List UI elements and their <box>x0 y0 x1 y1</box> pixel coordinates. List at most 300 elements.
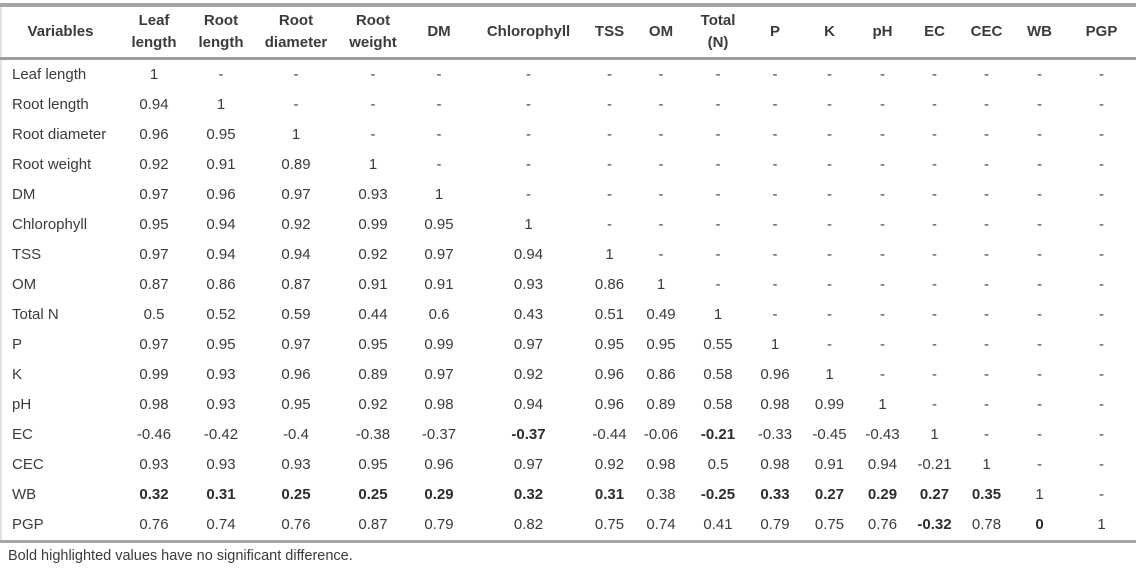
correlation-value: 0.91 <box>358 276 388 293</box>
table-row <box>1 270 1136 300</box>
correlation-value: -0.43 <box>865 426 900 443</box>
column-header-variables: Variables <box>1 5 119 59</box>
correlation-value: 0 <box>1035 516 1044 533</box>
correlation-value: -0.37 <box>421 426 457 443</box>
correlation-value: 0.97 <box>139 186 169 203</box>
correlation-value: - <box>370 126 376 143</box>
correlation-value: 0.95 <box>358 336 388 353</box>
correlation-value: - <box>984 306 989 323</box>
correlation-value: - <box>827 336 832 353</box>
correlation-value: - <box>658 186 664 203</box>
correlation-value: - <box>370 66 376 83</box>
correlation-value: - <box>293 96 299 113</box>
correlation-value: - <box>880 66 885 83</box>
correlation-value: - <box>984 276 989 293</box>
correlation-value: - <box>932 156 937 173</box>
correlation-value: - <box>984 336 989 353</box>
correlation-value: 0.75 <box>594 516 625 533</box>
correlation-value: -0.33 <box>757 426 793 443</box>
correlation-value: 0.94 <box>513 246 544 263</box>
correlation-value: - <box>984 156 989 173</box>
correlation-value: 0.98 <box>760 396 790 413</box>
column-header: Chlorophyll <box>471 5 586 59</box>
correlation-value: 0.94 <box>206 216 236 233</box>
correlation-value: 0.96 <box>139 126 169 143</box>
column-header: WB <box>1013 5 1066 59</box>
row-label: TSS <box>12 246 42 263</box>
correlation-value: - <box>1099 486 1104 503</box>
correlation-value: 1 <box>1097 516 1106 533</box>
column-header: TSS <box>586 5 633 59</box>
correlation-value: 0.76 <box>281 516 311 533</box>
correlation-value: - <box>827 156 832 173</box>
correlation-value: 1 <box>434 186 444 203</box>
correlation-value: 0.89 <box>358 366 388 383</box>
correlation-value: - <box>526 96 531 113</box>
correlation-value: 0.87 <box>139 276 169 293</box>
table-row <box>1 210 1136 240</box>
row-label: EC <box>12 426 33 443</box>
correlation-value: 0.92 <box>358 396 388 413</box>
correlation-value: -0.21 <box>917 456 952 473</box>
correlation-value: - <box>772 246 778 263</box>
correlation-value: - <box>932 126 937 143</box>
correlation-value: 0.79 <box>760 516 790 533</box>
correlation-value: - <box>984 396 989 413</box>
correlation-value: 0.96 <box>281 366 311 383</box>
correlation-value: - <box>1037 456 1042 473</box>
correlation-value: - <box>932 366 937 383</box>
correlation-value: - <box>1099 306 1104 323</box>
correlation-table <box>0 3 1136 543</box>
correlation-value: - <box>932 216 937 233</box>
correlation-value: - <box>1099 456 1104 473</box>
correlation-value: 0.41 <box>703 516 733 533</box>
correlation-value: - <box>1037 156 1042 173</box>
correlation-value: 0.97 <box>513 456 544 473</box>
correlation-value: -0.32 <box>917 516 952 533</box>
correlation-value: - <box>880 216 885 233</box>
table-row <box>1 510 1136 542</box>
column-header: K <box>803 5 856 59</box>
correlation-value: - <box>827 126 832 143</box>
correlation-value: 0.97 <box>139 336 169 353</box>
correlation-value: 0.86 <box>206 276 236 293</box>
correlation-value: 0.94 <box>867 456 898 473</box>
column-header: Total (N) <box>689 5 747 59</box>
correlation-value: 0.94 <box>513 396 544 413</box>
table-row <box>1 90 1136 120</box>
correlation-value: - <box>772 306 778 323</box>
correlation-value: 1 <box>713 306 723 323</box>
row-label: pH <box>12 396 32 413</box>
correlation-value: - <box>436 126 442 143</box>
correlation-value: 0.31 <box>206 486 236 503</box>
correlation-value: 0.43 <box>513 306 544 323</box>
correlation-value: - <box>880 276 885 293</box>
correlation-value: 0.93 <box>206 366 236 383</box>
correlation-value: 0.32 <box>139 486 169 503</box>
correlation-value: - <box>526 66 531 83</box>
correlation-value: - <box>984 426 989 443</box>
correlation-value: -0.21 <box>700 426 736 443</box>
correlation-value: 0.6 <box>428 306 450 323</box>
correlation-value: - <box>1037 426 1042 443</box>
correlation-value: - <box>984 246 989 263</box>
correlation-value: 0.93 <box>358 186 388 203</box>
correlation-value: - <box>932 186 937 203</box>
correlation-value: 0.97 <box>513 336 544 353</box>
correlation-value: 0.91 <box>424 276 454 293</box>
correlation-value: - <box>715 156 721 173</box>
correlation-value: 0.97 <box>139 246 169 263</box>
correlation-value: 1 <box>291 126 301 143</box>
correlation-value: - <box>526 156 531 173</box>
correlation-value: 0.92 <box>358 246 388 263</box>
correlation-value: - <box>658 246 664 263</box>
correlation-value: - <box>715 66 721 83</box>
correlation-value: - <box>772 276 778 293</box>
correlation-value: - <box>715 246 721 263</box>
correlation-value: - <box>218 66 224 83</box>
correlation-value: - <box>984 96 989 113</box>
correlation-value: - <box>1099 336 1104 353</box>
row-label: CEC <box>12 456 44 473</box>
correlation-value: 0.92 <box>594 456 625 473</box>
correlation-value: 0.33 <box>760 486 790 503</box>
correlation-value: - <box>658 126 664 143</box>
correlation-value: - <box>1099 126 1104 143</box>
correlation-value: -0.4 <box>283 426 309 443</box>
correlation-value: - <box>932 396 937 413</box>
header-row <box>1 5 1136 59</box>
correlation-value: 0.89 <box>281 156 311 173</box>
correlation-value: - <box>1099 156 1104 173</box>
correlation-value: 0.97 <box>281 186 311 203</box>
correlation-value: - <box>1037 246 1042 263</box>
correlation-value: - <box>880 156 885 173</box>
row-label: OM <box>12 276 37 293</box>
correlation-value: - <box>1037 366 1042 383</box>
correlation-value: - <box>436 66 442 83</box>
correlation-value: - <box>658 156 664 173</box>
column-header: OM <box>633 5 689 59</box>
correlation-value: 0.93 <box>206 396 236 413</box>
correlation-value: 1 <box>216 96 226 113</box>
correlation-value: - <box>1037 336 1042 353</box>
correlation-value: 0.94 <box>206 246 236 263</box>
correlation-value: - <box>1037 216 1042 233</box>
correlation-value: - <box>607 66 612 83</box>
table-row <box>1 420 1136 450</box>
correlation-value: 0.97 <box>424 366 454 383</box>
correlation-value: - <box>827 216 832 233</box>
correlation-value: 0.94 <box>139 96 169 113</box>
correlation-value: - <box>715 276 721 293</box>
correlation-value: 1 <box>605 246 614 263</box>
correlation-value: - <box>772 96 778 113</box>
table-row <box>1 120 1136 150</box>
correlation-value: 0.96 <box>206 186 236 203</box>
row-label: Root weight <box>12 156 92 173</box>
correlation-value: 1 <box>930 426 939 443</box>
correlation-value: - <box>932 66 937 83</box>
correlation-value: - <box>1037 66 1042 83</box>
correlation-value: - <box>1099 246 1104 263</box>
correlation-value: -0.44 <box>592 426 627 443</box>
correlation-value: 0.59 <box>281 306 311 323</box>
correlation-value: 0.95 <box>281 396 311 413</box>
correlation-value: - <box>715 216 721 233</box>
correlation-value: - <box>1099 66 1104 83</box>
correlation-value: 0.74 <box>206 516 236 533</box>
table-row <box>1 390 1136 420</box>
correlation-value: 0.99 <box>358 216 388 233</box>
correlation-value: - <box>1099 186 1104 203</box>
correlation-value: 0.49 <box>646 306 676 323</box>
correlation-value: - <box>607 126 612 143</box>
correlation-value: 0.58 <box>703 366 733 383</box>
correlation-value: - <box>880 246 885 263</box>
correlation-value: 0.31 <box>594 486 625 503</box>
correlation-value: - <box>827 306 832 323</box>
correlation-value: - <box>1037 126 1042 143</box>
correlation-value: - <box>715 126 721 143</box>
table-row <box>1 480 1136 510</box>
correlation-value: 0.95 <box>206 126 236 143</box>
correlation-value: -0.06 <box>643 426 679 443</box>
correlation-value: 0.86 <box>594 276 625 293</box>
correlation-value: - <box>293 66 299 83</box>
correlation-value: 0.95 <box>594 336 625 353</box>
correlation-value: 0.5 <box>707 456 729 473</box>
correlation-value: 0.32 <box>513 486 544 503</box>
correlation-value: 0.27 <box>814 486 845 503</box>
correlation-value: - <box>607 186 612 203</box>
correlation-value: 0.5 <box>143 306 165 323</box>
table-row <box>1 360 1136 390</box>
row-label: WB <box>12 486 37 503</box>
correlation-value: 0.78 <box>971 516 1002 533</box>
correlation-value: 0.93 <box>281 456 311 473</box>
correlation-value: 0.87 <box>281 276 311 293</box>
correlation-value: 0.76 <box>139 516 169 533</box>
correlation-value: - <box>1037 396 1042 413</box>
table-row <box>1 180 1136 210</box>
correlation-value: 0.74 <box>646 516 676 533</box>
table-row <box>1 150 1136 180</box>
correlation-value: - <box>1037 186 1042 203</box>
correlation-value: -0.37 <box>511 426 546 443</box>
column-header: PGP <box>1066 5 1136 59</box>
correlation-value: 0.93 <box>206 456 236 473</box>
correlation-value: -0.46 <box>136 426 172 443</box>
correlation-value: 0.44 <box>358 306 388 323</box>
correlation-value: 0.97 <box>424 246 454 263</box>
correlation-value: 1 <box>368 156 378 173</box>
correlation-value: - <box>772 216 778 233</box>
table-body <box>1 59 1136 542</box>
correlation-value: - <box>526 126 531 143</box>
correlation-value: - <box>1099 276 1104 293</box>
column-header: Root weight <box>339 5 407 59</box>
correlation-value: - <box>880 366 885 383</box>
correlation-value: - <box>827 246 832 263</box>
correlation-value: -0.42 <box>203 426 239 443</box>
correlation-value: - <box>772 126 778 143</box>
table-row <box>1 450 1136 480</box>
row-label: Total N <box>12 306 59 323</box>
correlation-value: 0.79 <box>424 516 454 533</box>
correlation-value: - <box>772 156 778 173</box>
row-label: P <box>12 336 23 353</box>
correlation-value: 0.95 <box>646 336 676 353</box>
correlation-value: 1 <box>770 336 780 353</box>
correlation-value: 1 <box>825 366 834 383</box>
correlation-value: 0.96 <box>594 396 625 413</box>
correlation-value: - <box>1099 216 1104 233</box>
row-label: PGP <box>12 516 44 533</box>
correlation-value: - <box>1099 366 1104 383</box>
correlation-value: 1 <box>656 276 666 293</box>
correlation-value: - <box>436 96 442 113</box>
correlation-value: 0.94 <box>281 246 311 263</box>
correlation-value: - <box>607 216 612 233</box>
row-label: Root diameter <box>12 126 107 143</box>
correlation-value: 0.95 <box>206 336 236 353</box>
correlation-value: - <box>658 66 664 83</box>
correlation-value: 0.76 <box>867 516 898 533</box>
correlation-value: - <box>932 306 937 323</box>
correlation-value: - <box>932 336 937 353</box>
correlation-value: - <box>984 216 989 233</box>
correlation-value: - <box>370 96 376 113</box>
correlation-value: 0.89 <box>646 396 676 413</box>
correlation-value: - <box>607 96 612 113</box>
correlation-value: - <box>607 156 612 173</box>
row-label: Chlorophyll <box>12 216 88 233</box>
correlation-value: 0.99 <box>424 336 454 353</box>
correlation-value: - <box>984 66 989 83</box>
correlation-value: 0.25 <box>281 486 311 503</box>
correlation-value: 0.98 <box>139 396 169 413</box>
correlation-value: - <box>827 66 832 83</box>
correlation-value: - <box>715 96 721 113</box>
correlation-value: 0.27 <box>919 486 950 503</box>
column-header: pH <box>856 5 909 59</box>
correlation-value: 0.96 <box>760 366 790 383</box>
correlation-value: - <box>880 306 885 323</box>
correlation-value: - <box>658 96 664 113</box>
correlation-value: - <box>526 186 531 203</box>
correlation-value: - <box>1099 426 1104 443</box>
column-header: Leaf length <box>119 5 189 59</box>
correlation-value: 0.92 <box>139 156 169 173</box>
column-header: EC <box>909 5 960 59</box>
correlation-value: 0.98 <box>760 456 790 473</box>
correlation-value: - <box>932 246 937 263</box>
correlation-value: - <box>827 276 832 293</box>
correlation-value: - <box>772 66 778 83</box>
correlation-value: -0.45 <box>812 426 847 443</box>
correlation-value: 0.91 <box>206 156 236 173</box>
correlation-value: 0.29 <box>867 486 898 503</box>
correlation-value: - <box>984 186 989 203</box>
column-header: DM <box>407 5 471 59</box>
row-label: Leaf length <box>12 66 87 83</box>
correlation-value: 0.95 <box>139 216 169 233</box>
table-row <box>1 240 1136 270</box>
correlation-value: 0.96 <box>594 366 625 383</box>
correlation-value: 0.98 <box>424 396 454 413</box>
table-row <box>1 300 1136 330</box>
column-header: CEC <box>960 5 1013 59</box>
correlation-value: 0.95 <box>358 456 388 473</box>
column-header: P <box>747 5 803 59</box>
correlation-value: -0.25 <box>700 486 736 503</box>
correlation-value: - <box>1099 96 1104 113</box>
correlation-value: 0.29 <box>424 486 454 503</box>
correlation-value: 0.93 <box>513 276 544 293</box>
correlation-value: 0.97 <box>281 336 311 353</box>
correlation-value: - <box>984 366 989 383</box>
table-row <box>1 330 1136 360</box>
correlation-value: 1 <box>524 216 533 233</box>
correlation-value: - <box>658 216 664 233</box>
correlation-value: - <box>1037 306 1042 323</box>
correlation-value: - <box>827 96 832 113</box>
correlation-value: 0.95 <box>424 216 454 233</box>
row-label: Root length <box>12 96 89 113</box>
correlation-value: 0.52 <box>206 306 236 323</box>
correlation-value: 0.35 <box>971 486 1002 503</box>
correlation-value: 0.87 <box>358 516 388 533</box>
correlation-value: 0.86 <box>646 366 676 383</box>
correlation-value: -0.38 <box>355 426 391 443</box>
correlation-value: 0.25 <box>358 486 388 503</box>
correlation-value: - <box>880 186 885 203</box>
correlation-value: 1 <box>1035 486 1044 503</box>
column-header: Root diameter <box>253 5 339 59</box>
row-label: K <box>12 366 23 383</box>
correlation-value: - <box>715 186 721 203</box>
correlation-value: 0.75 <box>814 516 845 533</box>
correlation-value: 0.96 <box>424 456 454 473</box>
correlation-value: 0.58 <box>703 396 733 413</box>
correlation-value: - <box>827 186 832 203</box>
correlation-value: - <box>772 186 778 203</box>
correlation-value: 0.99 <box>139 366 169 383</box>
correlation-value: 1 <box>982 456 991 473</box>
correlation-value: - <box>436 156 442 173</box>
row-label: DM <box>12 186 36 203</box>
correlation-value: 0.51 <box>594 306 625 323</box>
correlation-value: - <box>880 336 885 353</box>
correlation-value: 0.98 <box>646 456 676 473</box>
correlation-value: - <box>1099 396 1104 413</box>
correlation-value: 0.93 <box>139 456 169 473</box>
correlation-value: - <box>932 276 937 293</box>
correlation-value: 0.38 <box>646 486 676 503</box>
correlation-value: - <box>932 96 937 113</box>
correlation-value: 1 <box>149 66 159 83</box>
correlation-value: 0.92 <box>513 366 544 383</box>
correlation-value: 0.99 <box>814 396 845 413</box>
correlation-value: 0.82 <box>513 516 544 533</box>
correlation-value: - <box>984 126 989 143</box>
correlation-value: 1 <box>878 396 887 413</box>
correlation-value: 0.55 <box>703 336 733 353</box>
